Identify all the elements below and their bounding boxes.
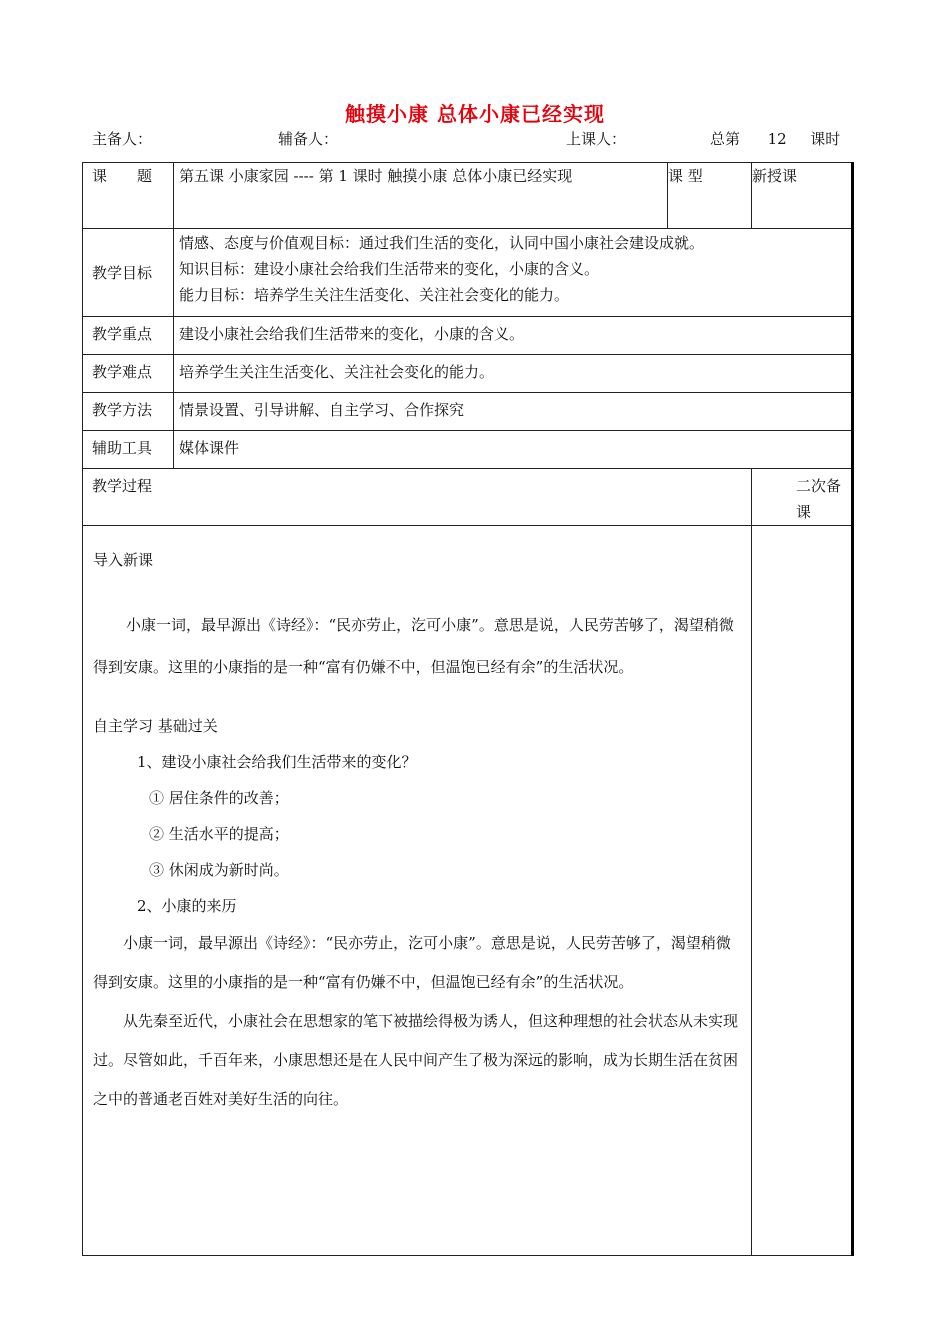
goals-label: 教学目标 [83, 229, 174, 317]
total-lessons [710, 128, 840, 149]
lesson-plan-table [82, 162, 854, 1256]
total-prefix: 总第 [710, 130, 741, 148]
topic-value: 第五课 小康家园 ---- 第 1 课时 触摸小康 总体小康已经实现 [174, 163, 668, 229]
question-2-paragraph-2: 从先秦至近代，小康社会在思想家的笔下被描绘得极为诱人，但这种理想的社会状态从未实现过。尽管如此，千百年来，小康思想还是在人民中间产生了极为深远的影响，成为长期生活在贫困之中的普通老百姓对美好生活的向往。 [93, 1012, 739, 1108]
key-point-row [83, 317, 853, 355]
goal-knowledge: 知识目标：建设小康社会给我们生活带来的变化，小康的含义。 [179, 260, 600, 278]
process-header-row [83, 469, 853, 526]
type-value: 新授课 [752, 163, 853, 229]
document-title: 触摸小康 总体小康已经实现 [345, 102, 605, 126]
assistant-preparer-label: 辅备人： [278, 130, 339, 148]
teacher-label: 上课人： [566, 130, 627, 148]
tools-value: 媒体课件 [174, 431, 853, 469]
process-body-row [83, 526, 853, 1256]
goal-ability: 能力目标：培养学生关注生活变化、关注社会变化的能力。 [179, 286, 570, 304]
question-1-item-1: ① 居住条件的改善； [149, 789, 289, 807]
type-label: 课 型 [668, 163, 752, 229]
second-prep-content [752, 526, 853, 1256]
key-point-value: 建设小康社会给我们生活带来的变化，小康的含义。 [174, 317, 853, 355]
method-value: 情景设置、引导讲解、自主学习、合作探究 [174, 393, 853, 431]
intro-paragraph: 小康一词，最早源出《诗经》：“民亦劳止，汔可小康”。意思是说，人民劳苦够了，渴望稍微得到安康。这里的小康指的是一种“富有仍嫌不中，但温饱已经有余”的生活状况。 [93, 616, 734, 676]
goal-emotion: 情感、态度与价值观目标：通过我们生活的变化，认同中国小康社会建设成就。 [179, 234, 705, 252]
tools-label: 辅助工具 [83, 431, 174, 469]
difficulty-label: 教学难点 [83, 355, 174, 393]
question-2: 2、小康的来历 [137, 897, 237, 915]
tools-row [83, 431, 853, 469]
question-1-item-2: ② 生活水平的提高； [149, 825, 289, 843]
intro-heading: 导入新课 [93, 551, 154, 569]
process-content [83, 526, 752, 1256]
method-label: 教学方法 [83, 393, 174, 431]
difficulty-value: 培养学生关注生活变化、关注社会变化的能力。 [174, 355, 853, 393]
topic-label: 课 题 [83, 163, 174, 229]
total-suffix: 课时 [810, 130, 841, 148]
topic-row [83, 163, 853, 229]
question-1: 1、建设小康社会给我们生活带来的变化？ [137, 753, 417, 771]
process-label: 教学过程 [83, 469, 752, 526]
method-row [83, 393, 853, 431]
question-1-item-3: ③ 休闲成为新时尚。 [149, 861, 289, 879]
lead-preparer-label: 主备人： [92, 130, 153, 148]
second-prep-label: 二次备课 [752, 469, 853, 526]
question-2-paragraph-1: 小康一词，最早源出《诗经》：“民亦劳止，汔可小康”。意思是说，人民劳苦够了，渴望稍微得到安康。这里的小康指的是一种“富有仍嫌不中，但温饱已经有余”的生活状况。 [93, 934, 731, 991]
total-number: 12 [767, 130, 787, 148]
difficulty-row [83, 355, 853, 393]
self-study-heading: 自主学习 基础过关 [93, 717, 218, 735]
goals-content [174, 229, 853, 317]
key-point-label: 教学重点 [83, 317, 174, 355]
goals-row [83, 229, 853, 317]
